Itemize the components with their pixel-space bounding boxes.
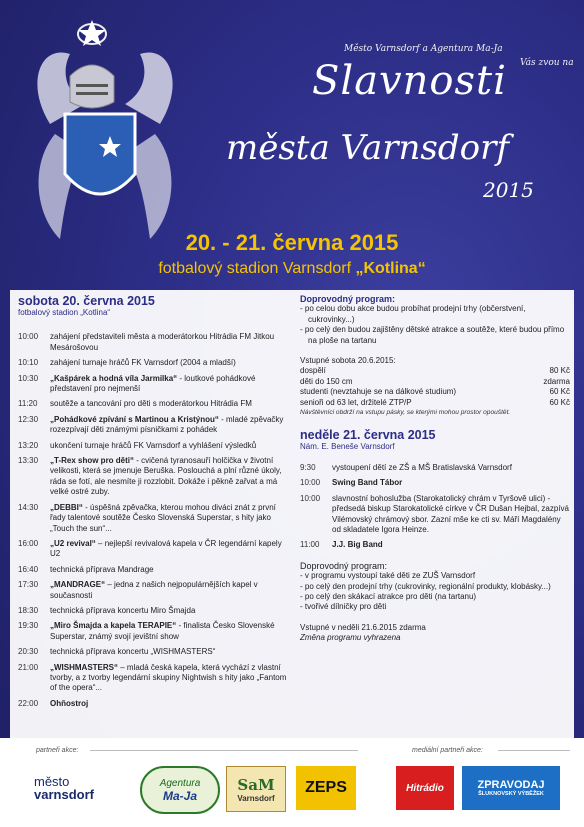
schedule-row: [18, 415, 288, 436]
event-description: [332, 463, 570, 473]
page-title: Slavnosti: [312, 58, 507, 104]
logo-sam-small: Varnsdorf: [237, 793, 275, 803]
saturday-schedule: [18, 332, 288, 709]
mesto-varnsdorf-logo: [34, 766, 126, 810]
time-label: 10:10: [18, 358, 39, 368]
venue-name: „Kotlina“: [355, 260, 426, 277]
event-title: „U2 revival“: [50, 538, 96, 548]
event-text: – mladá česká kapela, která vychází z vlastní tvorby, a z tvorby legendární skupiny Nightwish s hity jako „Fantom of the opera“...: [50, 662, 287, 693]
prices-heading: Vstupné sobota 20.6.2015:: [300, 356, 396, 366]
price-row: [300, 387, 570, 397]
event-description: [50, 441, 288, 451]
event-text: zahájení turnaje hráčů FK Varnsdorf (2004 a mladší): [50, 358, 236, 368]
prices-note: Návštěvníci obdrží na vstupu pásky, se kterými mohou prostor opouštět.: [300, 409, 511, 417]
event-title: „WISHMASTERS“: [50, 662, 118, 672]
event-text: soutěže a tancování pro děti s moderátorkou Hitrádia FM: [50, 399, 252, 409]
event-description: [50, 503, 288, 534]
agentura-maja-logo: [140, 766, 220, 814]
list-item: - tvořivé dílničky pro děti: [300, 602, 387, 612]
time-label: 9:30: [300, 462, 316, 472]
event-text: technická příprava koncertu Miro Šmajda: [50, 605, 196, 615]
schedule-row: [18, 663, 288, 694]
saturday-heading: sobota 20. června 2015: [18, 294, 155, 308]
schedule-row: [300, 478, 570, 488]
price-row: [300, 366, 570, 376]
time-label: 12:30: [18, 414, 39, 424]
time-label: 18:30: [18, 605, 39, 615]
invite-line: Město Varnsdorf a Agentura Ma-Ja: [344, 44, 503, 54]
supporting-program-heading: Doprovodný program:: [300, 294, 396, 304]
event-title: Ohňostroj: [50, 698, 89, 708]
logo-agentura-line1: Agentura: [159, 777, 201, 789]
schedule-row: [18, 456, 288, 498]
time-label: 14:30: [18, 502, 39, 512]
list-item: - v programu vystoupí také děti ze ZUŠ Varnsdorf: [300, 571, 476, 581]
schedule-row: [18, 606, 288, 616]
schedule-row: [18, 503, 288, 534]
event-description: [50, 606, 288, 616]
time-label: 10:30: [18, 373, 39, 383]
event-text: – jedna z našich nejpopulárnějších kapel v současnosti: [50, 580, 258, 600]
event-description: [50, 399, 288, 409]
schedule-row: [18, 399, 288, 409]
right-column: [300, 290, 570, 644]
list-item: - po celou dobu akce budou probíhat prodejní trhy (občerstvení, cukrovinky...): [300, 304, 526, 324]
price-value: 60 Kč: [549, 397, 570, 407]
schedule-row: [18, 699, 288, 709]
schedule-row: [18, 621, 288, 642]
list-item: - po celý den budou zajištěny dětské atrakce a soutěže, které budou přímo na ploše na tartanu: [300, 325, 565, 345]
schedule-row: [18, 580, 288, 601]
time-label: 13:20: [18, 440, 39, 450]
event-title: „Miro Šmajda a kapela TERAPIE“: [50, 621, 177, 631]
partners-divider: [90, 750, 358, 751]
saturday-column: [18, 290, 288, 714]
event-title: Swing Band Tábor: [332, 478, 403, 488]
sunday-entry: Vstupné v neděli 21.6.2015 zdarma: [300, 622, 426, 632]
event-text: vystoupení dětí ze ZŠ a MŠ Bratislavská Varnsdorf: [332, 462, 512, 472]
list-item: - po celý den skákací atrakce pro děti (na tartanu): [300, 591, 477, 601]
logo-zpravodaj-line1: ZPRAVODAJ: [477, 779, 545, 791]
price-label: děti do 150 cm: [300, 376, 353, 386]
time-label: 16:40: [18, 564, 39, 574]
event-description: [50, 539, 288, 560]
program-change-note: Změna programu vyhrazena: [300, 633, 401, 643]
saturday-prices: [300, 356, 570, 418]
event-text: technická příprava koncertu „WISHMASTERS“: [50, 647, 216, 657]
logo-zeps: ZEPS: [305, 779, 347, 796]
event-text: ukončení turnaje hráčů FK Varnsdorf a vyhlášení výsledků: [50, 440, 257, 450]
price-value: 80 Kč: [549, 366, 570, 376]
event-description: [50, 358, 288, 368]
logo-agentura-line2: Ma-Ja: [162, 788, 197, 803]
venue-prefix: fotbalový stadion Varnsdorf: [158, 260, 356, 277]
zpravodaj-logo: [462, 766, 560, 810]
time-label: 11:20: [18, 399, 38, 409]
event-date: 20. - 21. června 2015: [185, 230, 399, 255]
event-text: - mladé zpěvačky rozezpívají děti známými písničkami z pohádek: [50, 414, 284, 435]
event-venue: [0, 260, 584, 278]
price-row: [300, 398, 570, 408]
time-label: 21:00: [18, 662, 39, 672]
event-title: „MANDRAGE“: [50, 580, 106, 590]
event-title: „T-Rex show pro děti“: [50, 456, 135, 466]
event-description: [332, 478, 570, 488]
event-title: „Pohádkové zpívání s Martinou a Kristýnou“: [50, 414, 219, 424]
time-label: 11:00: [300, 540, 320, 550]
time-label: 22:00: [18, 698, 39, 708]
event-description: [50, 663, 288, 694]
schedule-row: [18, 565, 288, 575]
supporting-program-heading-2: Doprovodný program:: [300, 560, 388, 571]
page-title-2: města Varnsdorf: [226, 128, 509, 168]
price-row: [300, 377, 570, 387]
event-description: [50, 374, 288, 395]
time-label: 17:30: [18, 580, 39, 590]
schedule-row: [18, 332, 288, 353]
time-label: 19:30: [18, 621, 39, 631]
event-description: [50, 621, 288, 642]
schedule-row: [300, 463, 570, 473]
sunday-schedule: [300, 463, 570, 551]
logo-mesto-line1: město: [34, 773, 70, 789]
saturday-venue: fotbalový stadion „Kotlina“: [18, 308, 111, 317]
event-title: J.J. Big Band: [332, 540, 383, 550]
schedule-row: [18, 441, 288, 451]
supporting-program-list-2: [300, 571, 570, 613]
media-partners-label: mediální partneři akce:: [412, 747, 483, 754]
zeps-logo: [296, 766, 356, 810]
event-description: [50, 332, 288, 353]
event-title: „DEBBI“: [50, 502, 83, 512]
hitradio-logo: [396, 766, 454, 810]
logo-hitradio: Hitrádio: [406, 782, 444, 794]
event-text: technická příprava Mandrage: [50, 564, 154, 574]
time-label: 16:00: [18, 538, 39, 548]
event-description: [50, 456, 288, 498]
schedule-row: [18, 374, 288, 395]
schedule-row: [300, 540, 570, 550]
event-description: [332, 494, 570, 536]
title-year: 2015: [483, 178, 534, 202]
sunday-heading: neděle 21. června 2015: [300, 428, 436, 443]
event-text: - finalista Česko Slovenské Superstar, známý svojí jevištní show: [50, 621, 275, 641]
event-title: „Kašpárek a hodná víla Jarmilka“: [50, 373, 178, 383]
coat-of-arms-icon: [30, 14, 180, 249]
price-label: studenti (nevztahuje se na dálkové studium): [300, 387, 457, 397]
price-label: dospělí: [300, 366, 326, 376]
event-text: - cvičená tyranosauří holčička v životní velikosti, která se jmenuje Beruška. Poslouchá a plní různé úkoly, ráda se fotí, ale nesmíte ji rozzlobit. Dokáže i pěkně zařvat a má velké ostré zuby.: [50, 456, 282, 497]
supporting-program-list: [300, 304, 570, 346]
event-text: – nejlepší revivalová kapela v ČR legendární kapely U2: [50, 538, 282, 559]
logo-zpravodaj-line2: ŠLUKNOVSKÝ VÝBĚŽEK: [478, 791, 544, 797]
event-text: - loutkové pohádkové představení pro nejmenší: [50, 373, 256, 394]
sam-varnsdorf-logo: [226, 766, 286, 812]
event-text: slavnostní bohoslužba (Starokatolický chrám v Tyršově ulici) - předsedá biskup Starokatolické církve v ČR Dušan Hejbal, zazpívá Vilémovský chrámový sbor. Zazní mše ke cti sv. Máří Magdalény od skladatele Igora Heinze.: [332, 493, 569, 534]
time-label: 10:00: [300, 493, 321, 503]
schedule-row: [18, 539, 288, 560]
event-text: - úspěšná zpěvačka, kterou mohou diváci znát z první řady talentové soutěže Česko Slovenská Superstar, s hity jako „Touch the sun“...: [50, 502, 276, 533]
event-description: [50, 580, 288, 601]
time-label: 20:30: [18, 647, 39, 657]
event-text: zahájení představiteli města a moderátorkou Hitrádia FM Jitkou Mesárošovou: [50, 332, 275, 352]
time-label: 13:30: [18, 456, 39, 466]
event-description: [332, 540, 570, 550]
logo-sam-big: SaM: [237, 775, 275, 794]
event-description: [50, 647, 288, 657]
schedule-row: [300, 494, 570, 536]
media-divider: [498, 750, 570, 751]
program-panel: [10, 290, 574, 738]
time-label: 10:00: [300, 478, 321, 488]
prices-table: [300, 366, 570, 408]
event-description: [50, 699, 288, 709]
sunday-venue: Nám. E. Beneše Varnsdorf: [300, 442, 395, 452]
invite-line-2: Vás zvou na: [520, 58, 574, 68]
list-item: - po celý den prodejní trhy (cukrovinky, regionální produkty, klobásky...): [300, 581, 551, 591]
event-description: [50, 565, 288, 575]
price-value: zdarma: [543, 376, 570, 386]
time-label: 10:00: [18, 332, 39, 342]
footer: [0, 738, 584, 827]
logo-mesto-line2: varnsdorf: [34, 786, 94, 802]
schedule-row: [18, 358, 288, 368]
schedule-row: [18, 647, 288, 657]
price-value: 60 Kč: [549, 387, 570, 397]
price-label: senioři od 63 let, držitelé ZTP/P: [300, 397, 412, 407]
partners-label: partneři akce:: [36, 747, 79, 754]
event-description: [50, 415, 288, 436]
